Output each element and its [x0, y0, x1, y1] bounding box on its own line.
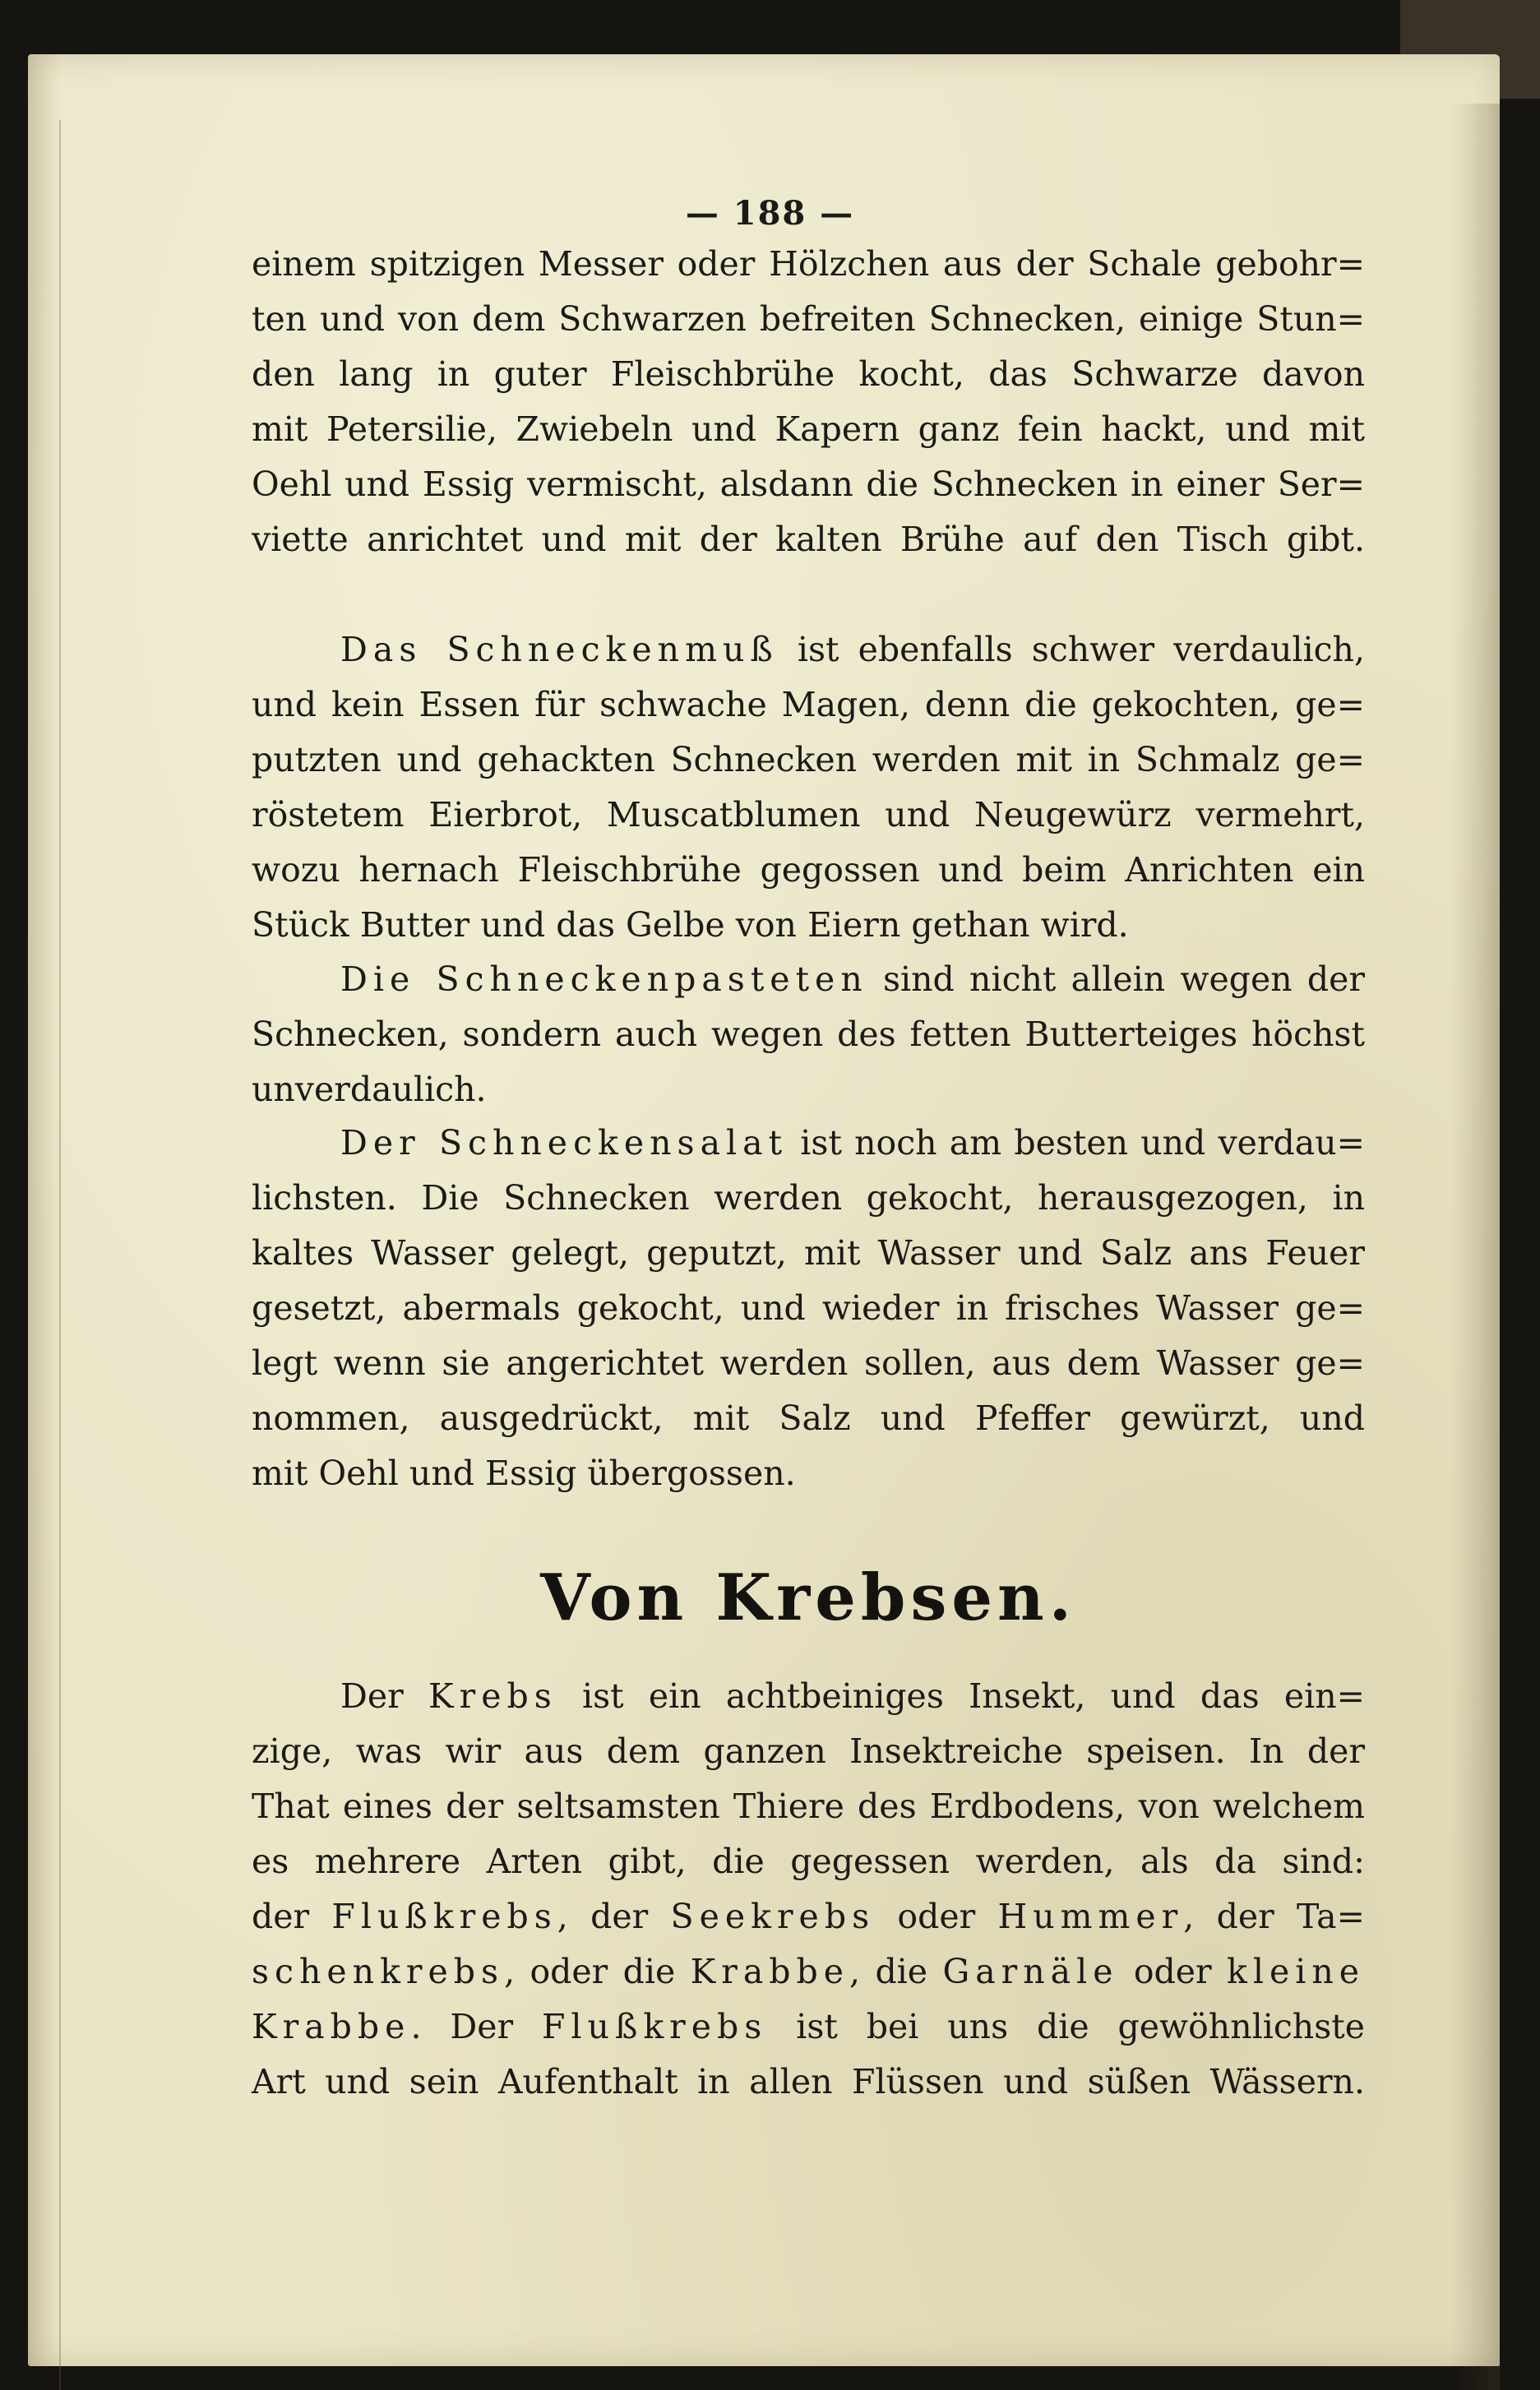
text-run: ist noch am besten und verdau=	[788, 1123, 1365, 1163]
term-schneckenmuss: Das Schneckenmuß	[340, 630, 779, 669]
text-line: gesetzt, abermals gekocht, und wieder in frisches Wasser ge=	[252, 1288, 1365, 1328]
page-edge-shadow	[1450, 104, 1500, 2390]
text-line: ten und von dem Schwarzen befreiten Schnecken, einige Stun=	[252, 299, 1365, 339]
term-schneckenpasteten: Die Schneckenpasteten	[340, 959, 868, 999]
term-krabbe: Krabbe	[252, 2007, 411, 2046]
paragraph-schneckensalat	[252, 1116, 1365, 1501]
text-run: , der Ta=	[1183, 1897, 1365, 1936]
text-line: Oehl und Essig vermischt, alsdann die Schnecken in einer Ser=	[252, 465, 1365, 504]
text-line	[252, 1999, 1365, 2055]
term-krebs: Krebs	[428, 1676, 557, 1716]
text-run: , oder die	[504, 1952, 691, 1991]
section-heading: Von Krebsen.	[540, 1560, 1076, 1635]
text-run: sind nicht allein wegen der	[867, 959, 1366, 999]
text-line: viette anrichtet und mit der kalten Brühe auf den Tisch gibt.	[252, 520, 1365, 559]
text-line	[252, 1889, 1365, 1944]
text-run: Der	[340, 1676, 428, 1716]
term-hummer: Hummer	[997, 1897, 1184, 1936]
text-line: unverdaulich.	[252, 1070, 487, 1109]
paragraph-schneckenpasteten	[252, 952, 1365, 1117]
text-run: oder	[875, 1897, 998, 1936]
text-run: oder	[1118, 1952, 1227, 1991]
text-line	[252, 1669, 1365, 1724]
text-line: es mehrere Arten gibt, die gegessen werden, als da sind:	[252, 1842, 1365, 1881]
text-line: kaltes Wasser gelegt, geputzt, mit Wasser und Salz ans Feuer	[252, 1233, 1365, 1273]
text-run: ist ebenfalls schwer verdaulich,	[778, 630, 1365, 669]
text-line: wozu hernach Fleischbrühe gegossen und beim Anrichten ein	[252, 850, 1365, 890]
text-line: nommen, ausgedrückt, mit Salz und Pfeffer gewürzt, und	[252, 1398, 1365, 1438]
text-line: röstetem Eierbrot, Muscatblumen und Neugewürz vermehrt,	[252, 795, 1365, 834]
text-run: , der	[557, 1897, 671, 1936]
text-line	[252, 622, 1365, 677]
text-line: Art und sein Aufenthalt in allen Flüssen und süßen Wässern.	[252, 2062, 1365, 2101]
text-line: mit Petersilie, Zwiebeln und Kapern ganz fein hackt, und mit	[252, 409, 1365, 449]
spine-shadow	[59, 120, 61, 2390]
paragraph-1	[252, 237, 1365, 567]
text-line: lichsten. Die Schnecken werden gekocht, herausgezogen, in	[252, 1178, 1365, 1218]
text-run: der	[252, 1897, 332, 1936]
term-kleine: kleine	[1226, 1952, 1365, 1991]
term-schneckensalat: Der Schneckensalat	[340, 1123, 788, 1163]
text-line: Stück Butter und das Gelbe von Eiern gethan wird.	[252, 905, 1129, 945]
term-flusskrebs: Flußkrebs	[541, 2007, 768, 2046]
term-krabbe: Krabbe	[690, 1952, 850, 1991]
text-run: , die	[849, 1952, 943, 1991]
page-number: — 188 —	[685, 194, 855, 233]
text-line: mit Oehl und Essig übergossen.	[252, 1454, 796, 1493]
term-flusskrebs: Flußkrebs	[331, 1897, 557, 1936]
text-run: ist bei uns die gewöhnlichste	[767, 2007, 1365, 2046]
text-line: zige, was wir aus dem ganzen Insektreiche speisen. In der	[252, 1731, 1365, 1771]
term-garnaele: Garnäle	[942, 1952, 1119, 1991]
term-seekrebs: Seekrebs	[670, 1897, 876, 1936]
text-line: That eines der seltsamsten Thiere des Erdbodens, von welchem	[252, 1787, 1365, 1826]
text-line: Schnecken, sondern auch wegen des fetten Butterteiges höchst	[252, 1015, 1365, 1054]
paragraph-krebs	[252, 1669, 1365, 2110]
text-line	[252, 1944, 1365, 1999]
text-line: legt wenn sie angerichtet werden sollen, aus dem Wasser ge=	[252, 1343, 1365, 1383]
paragraph-schneckenmuss	[252, 622, 1365, 953]
text-line	[252, 952, 1365, 1007]
text-line: und kein Essen für schwache Magen, denn die gekochten, ge=	[252, 685, 1365, 724]
text-line: einem spitzigen Messer oder Hölzchen aus der Schale gebohr=	[252, 244, 1365, 284]
text-line: putzten und gehackten Schnecken werden mit in Schmalz ge=	[252, 740, 1365, 779]
text-run: ist ein achtbeiniges Insekt, und das ein=	[557, 1676, 1365, 1716]
text-run: . Der	[410, 2007, 542, 2046]
term-taschenkrebs: schenkrebs	[252, 1952, 505, 1991]
text-line: den lang in guter Fleischbrühe kocht, das Schwarze davon	[252, 354, 1365, 394]
text-line	[252, 1116, 1365, 1171]
